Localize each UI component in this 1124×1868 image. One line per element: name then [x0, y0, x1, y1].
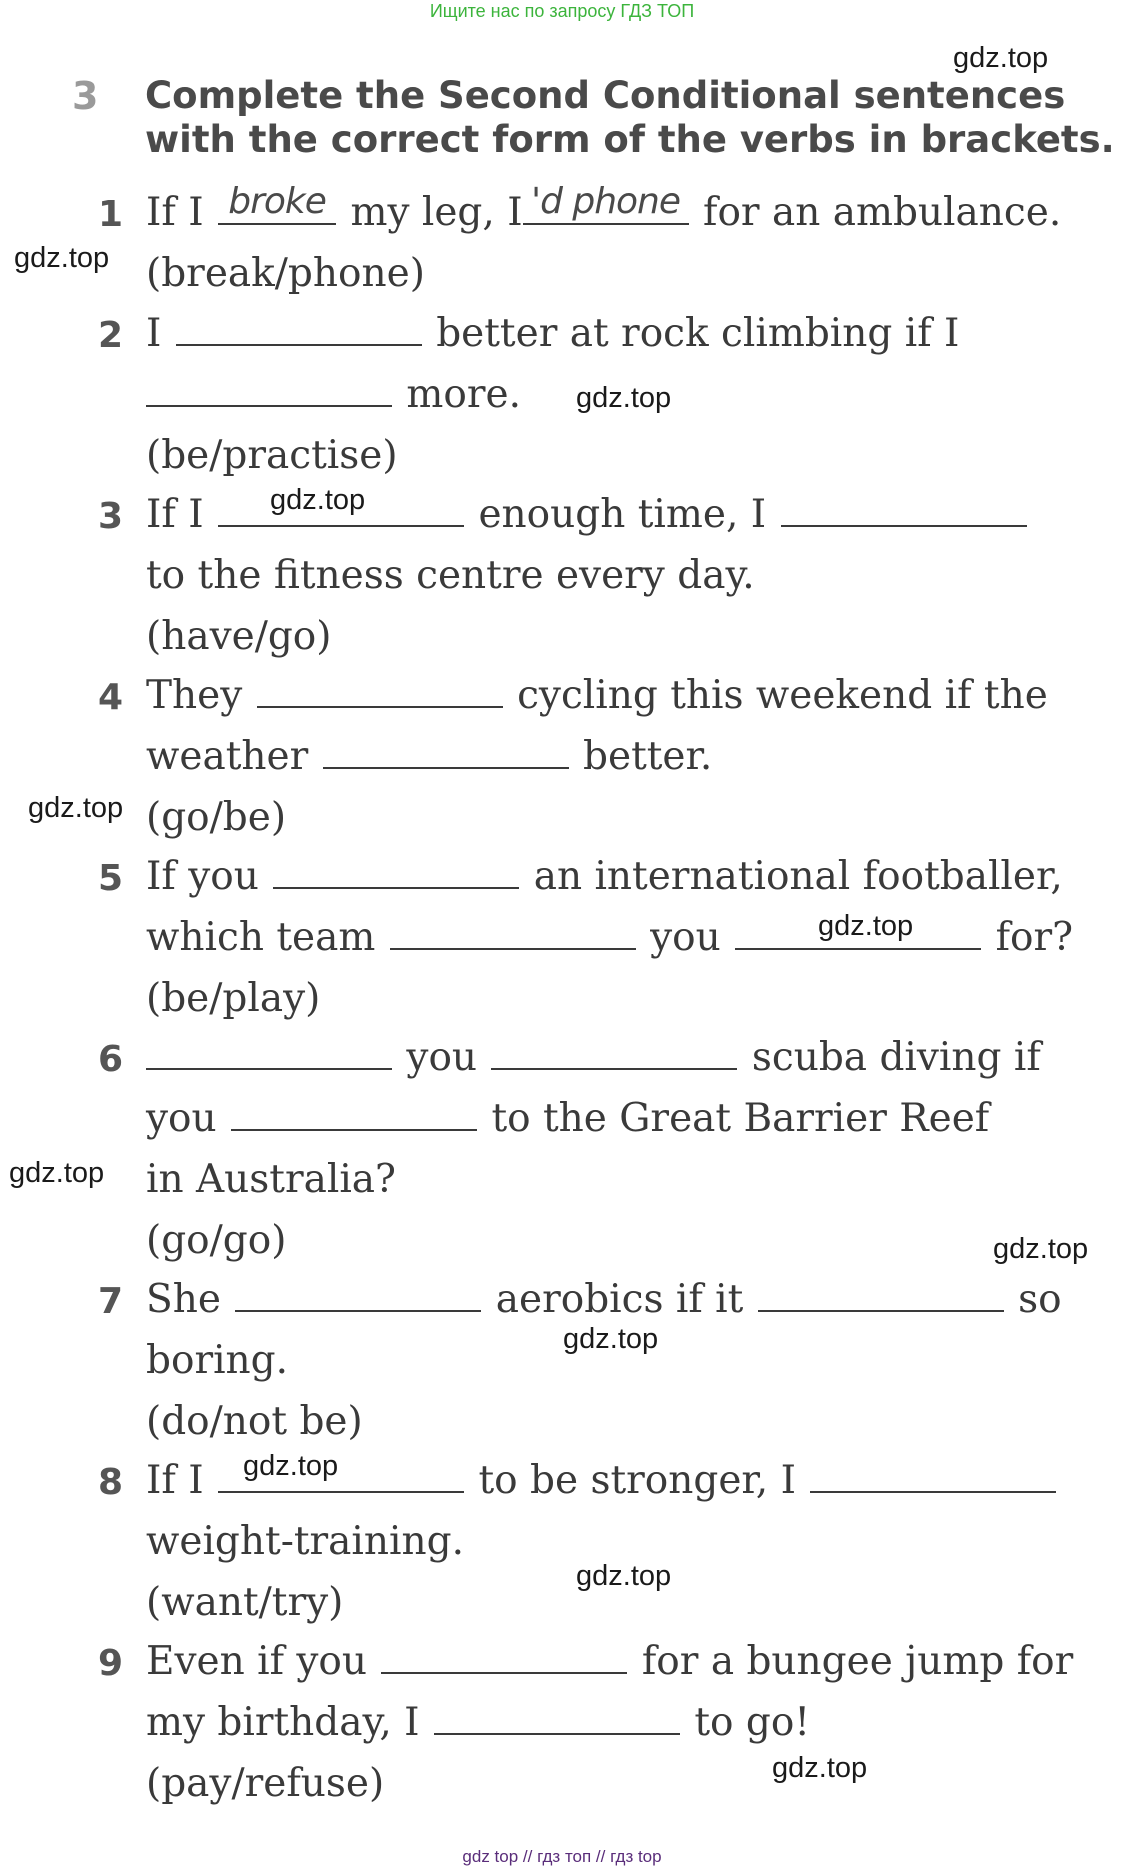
item-7-hint: (do/not be) [146, 1399, 363, 1444]
item-5-line-2: which team you for? [146, 915, 1074, 960]
answer-blank [146, 375, 392, 407]
item-4-line-2: weather better. [146, 734, 713, 779]
bottom-banner: gdz top // гдз топ // гдз top [462, 1847, 662, 1866]
item-1-hint: (break/phone) [146, 251, 425, 296]
item-2-hint: (be/practise) [146, 433, 398, 478]
item-number: 9 [98, 1643, 124, 1684]
item-number: 7 [98, 1281, 124, 1322]
item-9-line-1: Even if you for a bungee jump for [146, 1639, 1074, 1684]
answer-blank [810, 1461, 1056, 1493]
answer-blank [758, 1280, 1004, 1312]
answer-blank [523, 181, 689, 225]
watermark: gdz.top [953, 42, 1049, 74]
item-6-line-3: in Australia? [146, 1157, 396, 1202]
item-6-hint: (go/go) [146, 1218, 287, 1263]
item-3-hint: (have/go) [146, 614, 332, 659]
watermark: gdz.top [772, 1752, 868, 1784]
item-number: 5 [98, 858, 124, 899]
answer-blank [146, 1038, 392, 1070]
item-7-line-2: boring. [146, 1338, 289, 1383]
item-5-hint: (be/play) [146, 976, 321, 1021]
answer-blank [176, 314, 422, 346]
item-9-line-2: my birthday, I to go! [146, 1700, 811, 1745]
answer-blank [323, 737, 569, 769]
watermark: gdz.top [270, 484, 366, 516]
watermark: gdz.top [243, 1450, 339, 1482]
item-8-line-2: weight-training. [146, 1519, 464, 1564]
watermark: gdz.top [576, 1560, 672, 1592]
answer-blank [257, 676, 503, 708]
item-number: 3 [98, 496, 124, 537]
item-4-hint: (go/be) [146, 795, 287, 840]
item-3-line-1: If I enough time, I [146, 492, 1029, 537]
item-3-line-2: to the fitness centre every day. [146, 553, 755, 598]
item-9-hint: (pay/refuse) [146, 1761, 385, 1806]
exercise-title-line2: with the correct form of the verbs in brackets. [145, 118, 1115, 161]
item-2-line-2: more. [146, 372, 521, 417]
watermark: gdz.top [9, 1157, 105, 1189]
item-5-line-1: If you an international footballer, [146, 854, 1063, 899]
item-4-line-1: They cycling this weekend if the [146, 673, 1048, 718]
item-number: 6 [98, 1039, 124, 1080]
answer-blank [390, 918, 636, 950]
answer-blank [231, 1099, 477, 1131]
watermark: gdz.top [818, 910, 914, 942]
answer-blank [491, 1038, 737, 1070]
exercise-number: 3 [72, 74, 99, 118]
item-1-line-1: If I broke my leg, I 'd phone for an ambulance. [146, 181, 1062, 235]
watermark: gdz.top [576, 382, 672, 414]
answer-blank [218, 181, 336, 225]
item-8-hint: (want/try) [146, 1580, 344, 1625]
answer-blank [235, 1280, 481, 1312]
item-number: 1 [98, 194, 124, 235]
item-2-line-1: I better at rock climbing if I [146, 311, 960, 356]
answer-blank [781, 495, 1027, 527]
item-number: 8 [98, 1462, 124, 1503]
item-number: 4 [98, 677, 124, 718]
top-banner: Ищите нас по запросу ГДЗ ТОП [429, 1, 695, 21]
item-8-line-1: If I to be stronger, I [146, 1458, 1058, 1503]
answer-blank [434, 1703, 680, 1735]
watermark: gdz.top [28, 792, 124, 824]
handwritten-answer: broke [228, 181, 326, 222]
watermark: gdz.top [993, 1233, 1089, 1265]
answer-blank [381, 1642, 627, 1674]
item-number: 2 [98, 315, 124, 356]
watermark: gdz.top [14, 242, 110, 274]
item-7-line-1: She aerobics if it so [146, 1277, 1062, 1322]
answer-blank [273, 857, 519, 889]
item-6-line-1: you scuba diving if [146, 1035, 1041, 1080]
exercise-title-line1: Complete the Second Conditional sentences [145, 74, 1066, 117]
watermark: gdz.top [563, 1323, 659, 1355]
item-6-line-2: you to the Great Barrier Reef [146, 1096, 990, 1141]
handwritten-answer: 'd phone [531, 181, 681, 222]
